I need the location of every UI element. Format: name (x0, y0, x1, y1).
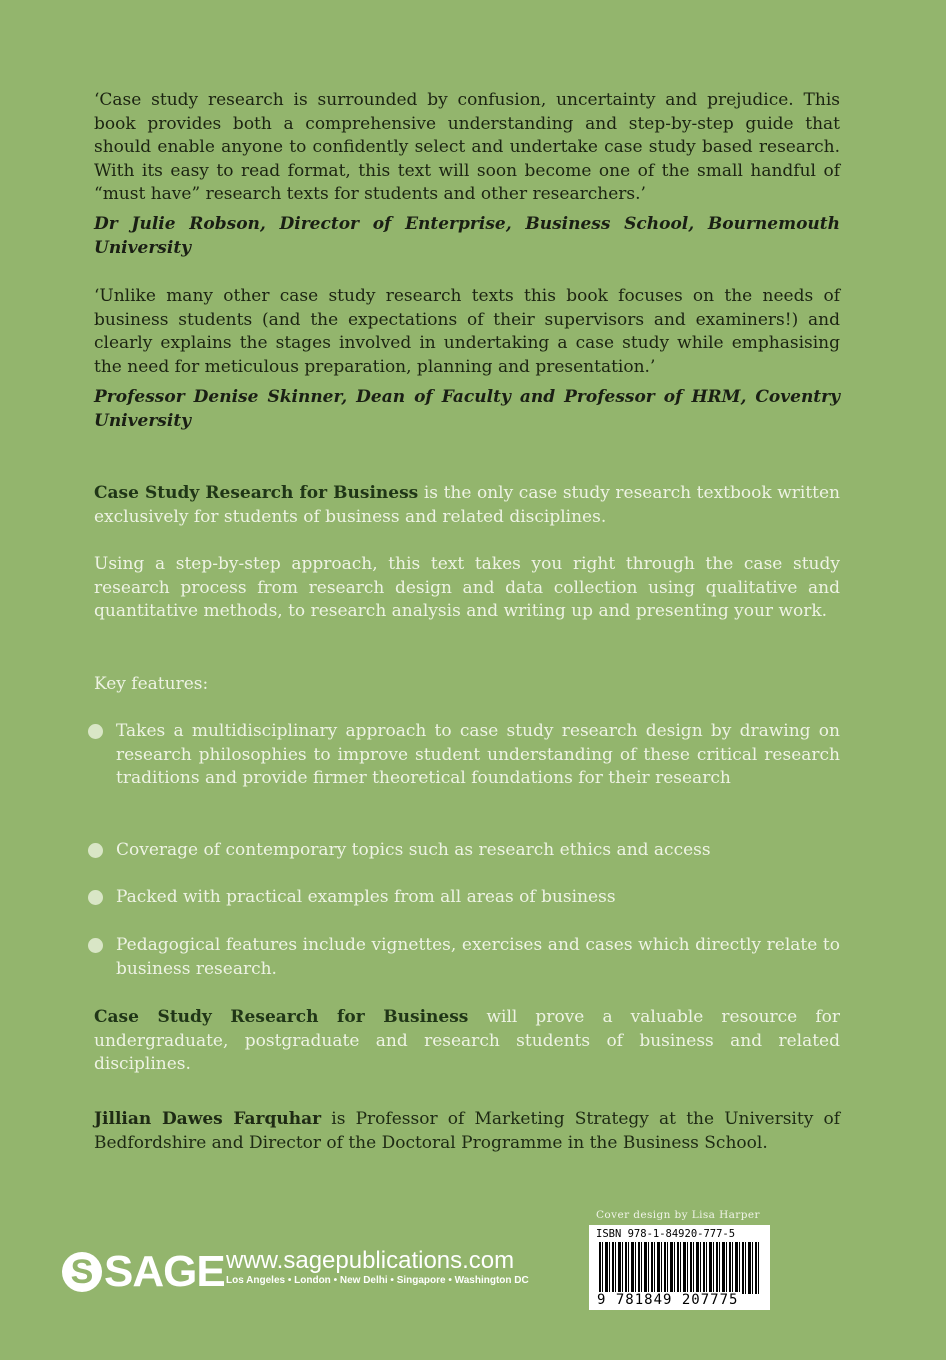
barcode (589, 1225, 770, 1310)
intro-book-title: Case Study Research for Business (94, 483, 419, 503)
closing-paragraph (94, 1006, 840, 1077)
intro-text: is the only case study research textbook written exclusively for students of business and related disciplines. (94, 483, 841, 527)
feature-item: Pedagogical features include vignettes, exercises and cases which directly relate to business research. (116, 935, 840, 979)
isbn-text: ISBN 978-1-84920-777-5 (596, 1228, 736, 1240)
author-bio (94, 1108, 840, 1155)
publisher-cities: Los Angeles • London • New Delhi • Singapore • Washington DC (226, 1275, 529, 1286)
approach-paragraph: Using a step-by-step approach, this text takes you right through the case study research process from research design and data collection using qualitative and quantitative methods, to research analysis and writing up and presenting your work. (94, 554, 840, 621)
bullet-icon (88, 843, 103, 858)
ean-number: 9 781849 207775 (597, 1292, 739, 1308)
feature-item: Coverage of contemporary topics such as research ethics and access (116, 840, 711, 860)
quote-2-text: ‘Unlike many other case study research texts this book focuses on the needs of business students (and the expectations of their supervisors and examiners!) and clearly explains the stages involved in undertaking a case study while emphasising the need for meticulous preparation, planning and presentation.’ (94, 286, 840, 377)
bullet-icon (88, 938, 103, 953)
key-features-label: Key features: (94, 674, 209, 694)
feature-item: Packed with practical examples from all areas of business (116, 887, 616, 907)
author-bio-text: is Professor of Marketing Strategy at the University of Bedfordshire and Director of the Doctoral Programme in the Business School. (94, 1109, 841, 1153)
intro-paragraph (94, 482, 840, 529)
cover-credit: Cover design by Lisa Harper (596, 1209, 760, 1221)
barcode-bars (599, 1242, 760, 1294)
sage-logo (62, 1247, 225, 1297)
publisher-website: www.sagepublications.com (226, 1247, 515, 1274)
quote-1-text: ‘Case study research is surrounded by confusion, uncertainty and prejudice. This book provides both a comprehensive understanding and step-by-step guide that should enable anyone to confidently select and undertake case study based research. With its easy to read format, this text will soon become one of the small handful of “must have” research texts for students and other researchers.’ (94, 90, 840, 204)
quote-1-attribution: Dr Julie Robson, Director of Enterprise, Business School, Bournemouth University (94, 214, 840, 258)
author-name: Jillian Dawes Farquhar (94, 1109, 322, 1129)
closing-text: will prove a valuable resource for undergraduate, postgraduate and research students of business and related disciplines. (94, 1007, 840, 1074)
bullet-icon (88, 724, 103, 739)
quote-2-attribution: Professor Denise Skinner, Dean of Faculty and Professor of HRM, Coventry University (94, 387, 840, 431)
closing-book-title: Case Study Research for Business (94, 1007, 469, 1027)
sage-logo-text: SAGE (104, 1247, 225, 1296)
sage-logo-icon: S (62, 1252, 102, 1292)
feature-item: Takes a multidisciplinary approach to case study research design by drawing on research philosophies to improve student understanding of these critical research traditions and provide firmer theoretical foundations for their research (116, 721, 840, 788)
bullet-icon (88, 890, 103, 905)
